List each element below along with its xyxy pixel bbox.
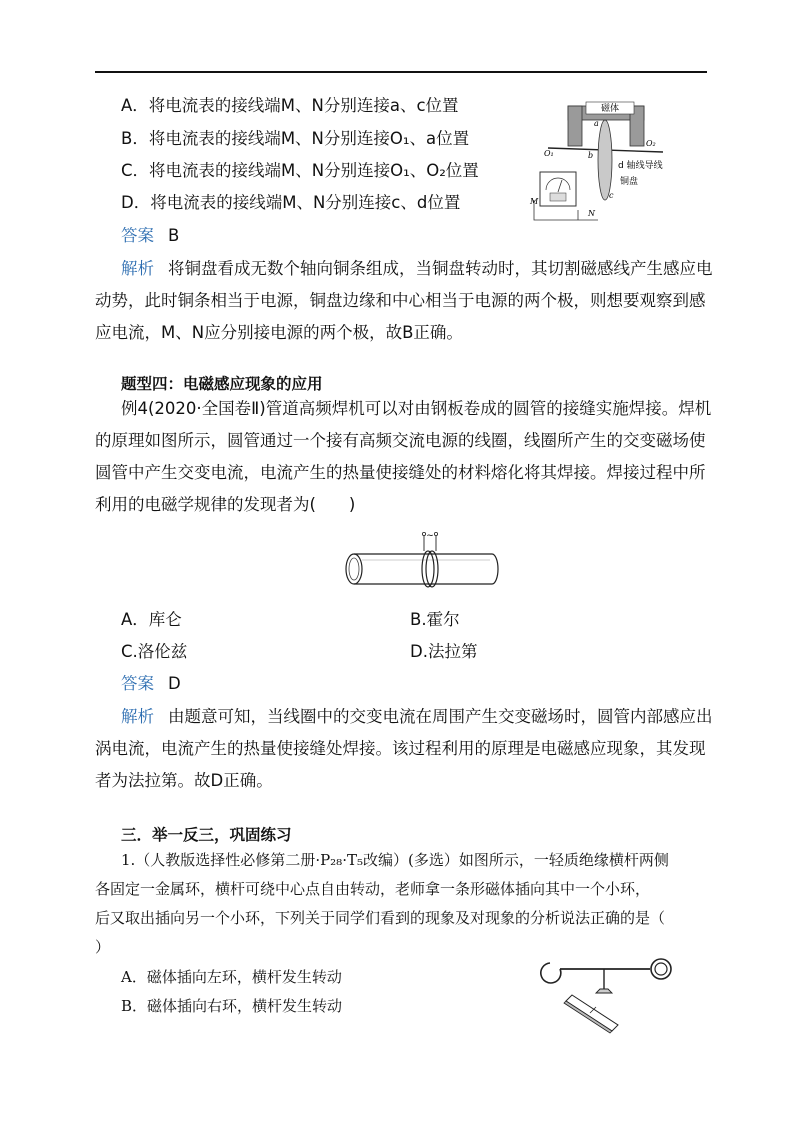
q1-line-4: ）	[95, 938, 111, 956]
option-b: B．将电流表的接线端M、N分别连接O₁、a位置	[121, 129, 470, 148]
copper-disk-figure	[528, 100, 708, 230]
t4-analysis-line-1: 解析 由题意可知，当线圈中的交变电流在周围产生交变磁场时，圆管内部感应出	[121, 707, 713, 726]
q1-line-3: 后又取出插向另一个小环，下列关于同学们看到的现象及对现象的分析说法正确的是（	[95, 909, 666, 927]
example-line-2: 的原理如图所示，圆管通过一个接有高频交流电源的线圈，线圈所产生的交变磁场使	[95, 431, 706, 450]
option-c: C．将电流表的接线端M、N分别连接O₁、O₂位置	[121, 161, 479, 180]
q1-line-1: 1.（人教版选择性必修第二册·P₂₈·T₅改编）(多选）如图所示，一轻质绝缘横杆两侧	[121, 851, 669, 869]
t4-option-a: A．库仑	[121, 610, 182, 629]
t4-analysis-line-3: 者为法拉第。故D正确。	[95, 771, 273, 790]
fig-label-magnet: 磁体	[600, 104, 620, 114]
svg-text:铜盘: 铜盘	[620, 177, 639, 187]
answer-row-2: 答案 D	[121, 674, 181, 693]
example-line-3: 圆管中产生交变电流，电流产生的热量使接缝处的材料熔化将其焊接。焊接过程中所	[95, 463, 706, 482]
q1-line-2: 各固定一金属环，横杆可绕中心点自由转动，老师拿一条形磁体插向其中一个小环，	[95, 880, 651, 898]
ac-symbol: ~	[426, 531, 434, 541]
svg-text:O₁: O₁	[544, 149, 554, 158]
example-line-1: 例4(2020·全国卷Ⅱ)管道高频焊机可以对由钢板卷成的圆管的接缝实施焊接。焊机	[121, 399, 712, 418]
analysis-line-3: 应电流，M、N应分别接电源的两个极，故B正确。	[95, 323, 463, 342]
rings-rod-figure	[540, 955, 680, 1035]
section3-heading: 三．举一反三，巩固练习	[121, 825, 292, 844]
answer-row-1	[121, 225, 179, 247]
analysis-line-2: 动势，此时铜条相当于电源，铜盘边缘和中心相当于电源的两个极，则想要观察到感	[95, 291, 706, 310]
analysis-label: 解析	[121, 259, 154, 278]
pipe-welding-figure	[340, 528, 500, 590]
svg-text:a: a	[594, 119, 599, 128]
q1-option-b: B．磁体插向右环，横杆发生转动	[121, 997, 343, 1015]
answer-label: 答案	[121, 226, 154, 245]
option-a: A．将电流表的接线端M、N分别连接a、c位置	[121, 96, 459, 115]
header-rule	[95, 71, 707, 73]
t4-option-d: D.法拉第	[410, 642, 478, 661]
option-d: D．将电流表的接线端M、N分别连接c、d位置	[121, 193, 461, 212]
topic4-heading: 题型四：电磁感应现象的应用	[121, 374, 323, 393]
svg-text:O₂: O₂	[646, 139, 656, 148]
svg-text:b: b	[588, 151, 594, 160]
t4-option-c: C.洛伦兹	[121, 642, 188, 661]
svg-text:c: c	[609, 191, 614, 200]
t4-option-b: B.霍尔	[410, 610, 460, 629]
svg-text:N: N	[588, 209, 595, 218]
analysis-line-1: 解析 将铜盘看成无数个轴向铜条组成，当铜盘转动时，其切割磁感线产生感应电	[121, 259, 713, 278]
example-line-4: 利用的电磁学规律的发现者为( )	[95, 495, 356, 514]
q1-option-a: A．磁体插向左环，横杆发生转动	[121, 968, 342, 986]
svg-text:M: M	[530, 197, 539, 206]
t4-analysis-line-2: 涡电流，电流产生的热量使接缝处焊接。该过程利用的原理是电磁感应现象，其发现	[95, 739, 706, 758]
answer-value: B	[168, 226, 180, 245]
svg-text:d 轴线导线: d 轴线导线	[618, 161, 663, 171]
